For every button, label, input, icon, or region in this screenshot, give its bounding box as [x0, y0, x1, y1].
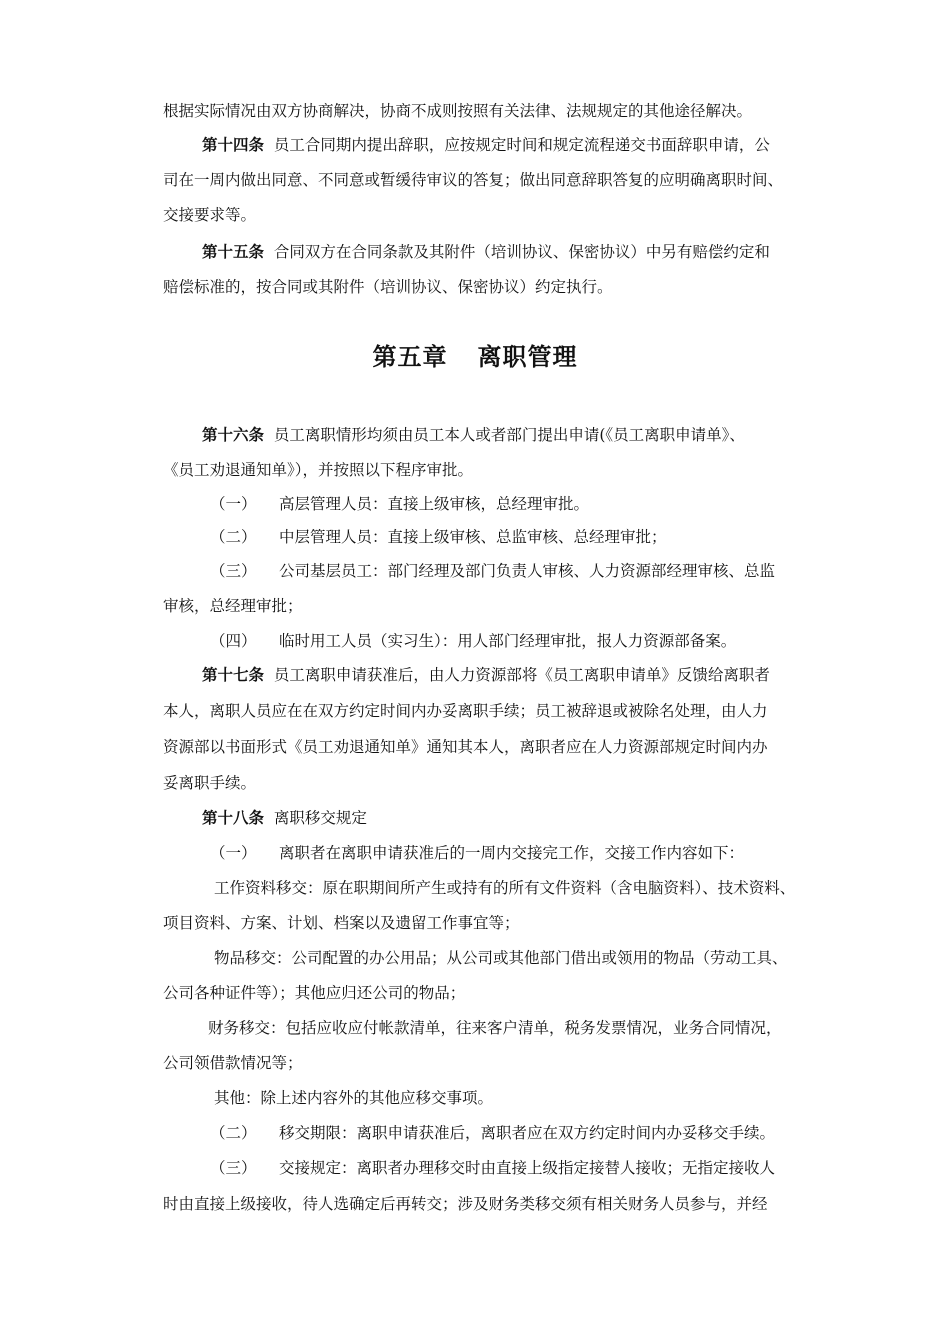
text: 项目资料、方案、计划、档案以及遗留工作事宜等； [163, 914, 520, 932]
item-number: （二） [210, 1124, 257, 1142]
text: 员工合同期内提出辞职，应按规定时间和规定流程递交书面辞职申请，公 [273, 136, 770, 154]
item-text: 离职者在离职申请获准后的一周内交接完工作，交接工作内容如下： [279, 844, 745, 862]
article-label: 第十五条 [202, 242, 265, 261]
text: 妥离职手续。 [163, 774, 257, 792]
item-text: 交接规定：离职者办理移交时由直接上级指定接替人接收；无指定接收人 [279, 1159, 776, 1177]
item-number: （一） [210, 495, 257, 513]
article-label: 第十七条 [202, 665, 265, 684]
text: 离职移交规定 [273, 809, 367, 827]
chapter-number: 第五章 [372, 342, 448, 371]
text: 员工离职申请获准后，由人力资源部将《员工离职申请单》反馈给离职者 [273, 666, 770, 684]
paragraph-line [163, 773, 256, 793]
list-item [210, 631, 950, 651]
chapter-title: 离职管理 [477, 342, 578, 371]
chapter-heading [0, 340, 950, 374]
paragraph-line [163, 701, 768, 721]
article-18-line [202, 808, 367, 828]
text: 工作资料移交：原在职期间所产生或持有的所有文件资料（含电脑资料）、技术资料、 [214, 879, 796, 897]
paragraph-line [214, 878, 795, 898]
text: 司在一周内做出同意、不同意或暂缓待审议的答复；做出同意辞职答复的应明确离职时间、 [163, 171, 784, 189]
list-item [210, 1158, 950, 1178]
paragraph-line [163, 1053, 303, 1073]
item-number: （三） [210, 562, 257, 580]
list-item [210, 843, 950, 863]
paragraph-line [163, 596, 303, 616]
paragraph-line [163, 737, 768, 757]
paragraph-line [163, 460, 473, 480]
text: 合同双方在合同条款及其附件（培训协议、保密协议）中另有赔偿约定和 [273, 243, 770, 261]
item-text: 中层管理人员：直接上级审核、总监审核、总经理审批； [279, 528, 667, 546]
item-number: （二） [210, 528, 257, 546]
item-text: 临时用工人员（实习生）：用人部门经理审批，报人力资源部备案。 [279, 632, 737, 650]
article-16-line [202, 425, 745, 445]
item-text: 公司基层员工：部门经理及部门负责人审核、人力资源部经理审核、总监 [279, 562, 776, 580]
paragraph-line [214, 948, 788, 968]
text: 资源部以书面形式《员工劝退通知单》通知其本人，离职者应在人力资源部规定时间内办 [163, 738, 768, 756]
item-number: （一） [210, 844, 257, 862]
paragraph-line [163, 1194, 768, 1214]
text: 员工离职情形均须由员工本人或者部门提出申请(《员工离职申请单》、 [273, 426, 745, 444]
item-number: （四） [210, 632, 257, 650]
article-15-line [202, 242, 770, 262]
paragraph-line [163, 983, 465, 1003]
text: 公司领借款情况等； [163, 1054, 303, 1072]
list-item [210, 1123, 950, 1143]
text: 其他：除上述内容外的其他应移交事项。 [214, 1089, 494, 1107]
article-14-line [202, 135, 770, 155]
paragraph-line [208, 1018, 782, 1038]
text: 《员工劝退通知单》），并按照以下程序审批。 [163, 461, 474, 479]
text: 审核，总经理审批； [163, 597, 303, 615]
paragraph-line [163, 913, 520, 933]
text: 根据实际情况由双方协商解决，协商不成则按照有关法律、法规规定的其他途径解决。 [163, 102, 753, 120]
article-label: 第十六条 [202, 425, 265, 444]
text: 本人，离职人员应在在双方约定时间内办妥离职手续；员工被辞退或被除名处理，由人力 [163, 702, 768, 720]
text: 时由直接上级接收，待人选确定后再转交；涉及财务类移交须有相关财务人员参与，并经 [163, 1195, 768, 1213]
article-17-line [202, 665, 770, 685]
list-item [210, 561, 950, 581]
paragraph-line [214, 1088, 493, 1108]
text: 物品移交：公司配置的办公用品；从公司或其他部门借出或领用的物品（劳动工具、 [214, 949, 788, 967]
text: 交接要求等。 [163, 206, 257, 224]
text: 财务移交：包括应收应付帐款清单，往来客户清单，税务发票情况，业务合同情况， [208, 1019, 782, 1037]
item-text: 移交期限：离职申请获准后，离职者应在双方约定时间内办妥移交手续。 [279, 1124, 776, 1142]
text: 公司各种证件等）；其他应归还公司的物品； [163, 984, 466, 1002]
article-label: 第十四条 [202, 135, 265, 154]
article-label: 第十八条 [202, 808, 265, 827]
paragraph-line [163, 170, 783, 190]
paragraph-line [163, 101, 752, 121]
paragraph-line [163, 277, 613, 297]
paragraph-line [163, 205, 256, 225]
item-number: （三） [210, 1159, 257, 1177]
list-item [210, 494, 950, 514]
list-item [210, 527, 950, 547]
text: 赔偿标准的，按合同或其附件（培训协议、保密协议）约定执行。 [163, 278, 613, 296]
item-text: 高层管理人员：直接上级审核，总经理审批。 [279, 495, 590, 513]
